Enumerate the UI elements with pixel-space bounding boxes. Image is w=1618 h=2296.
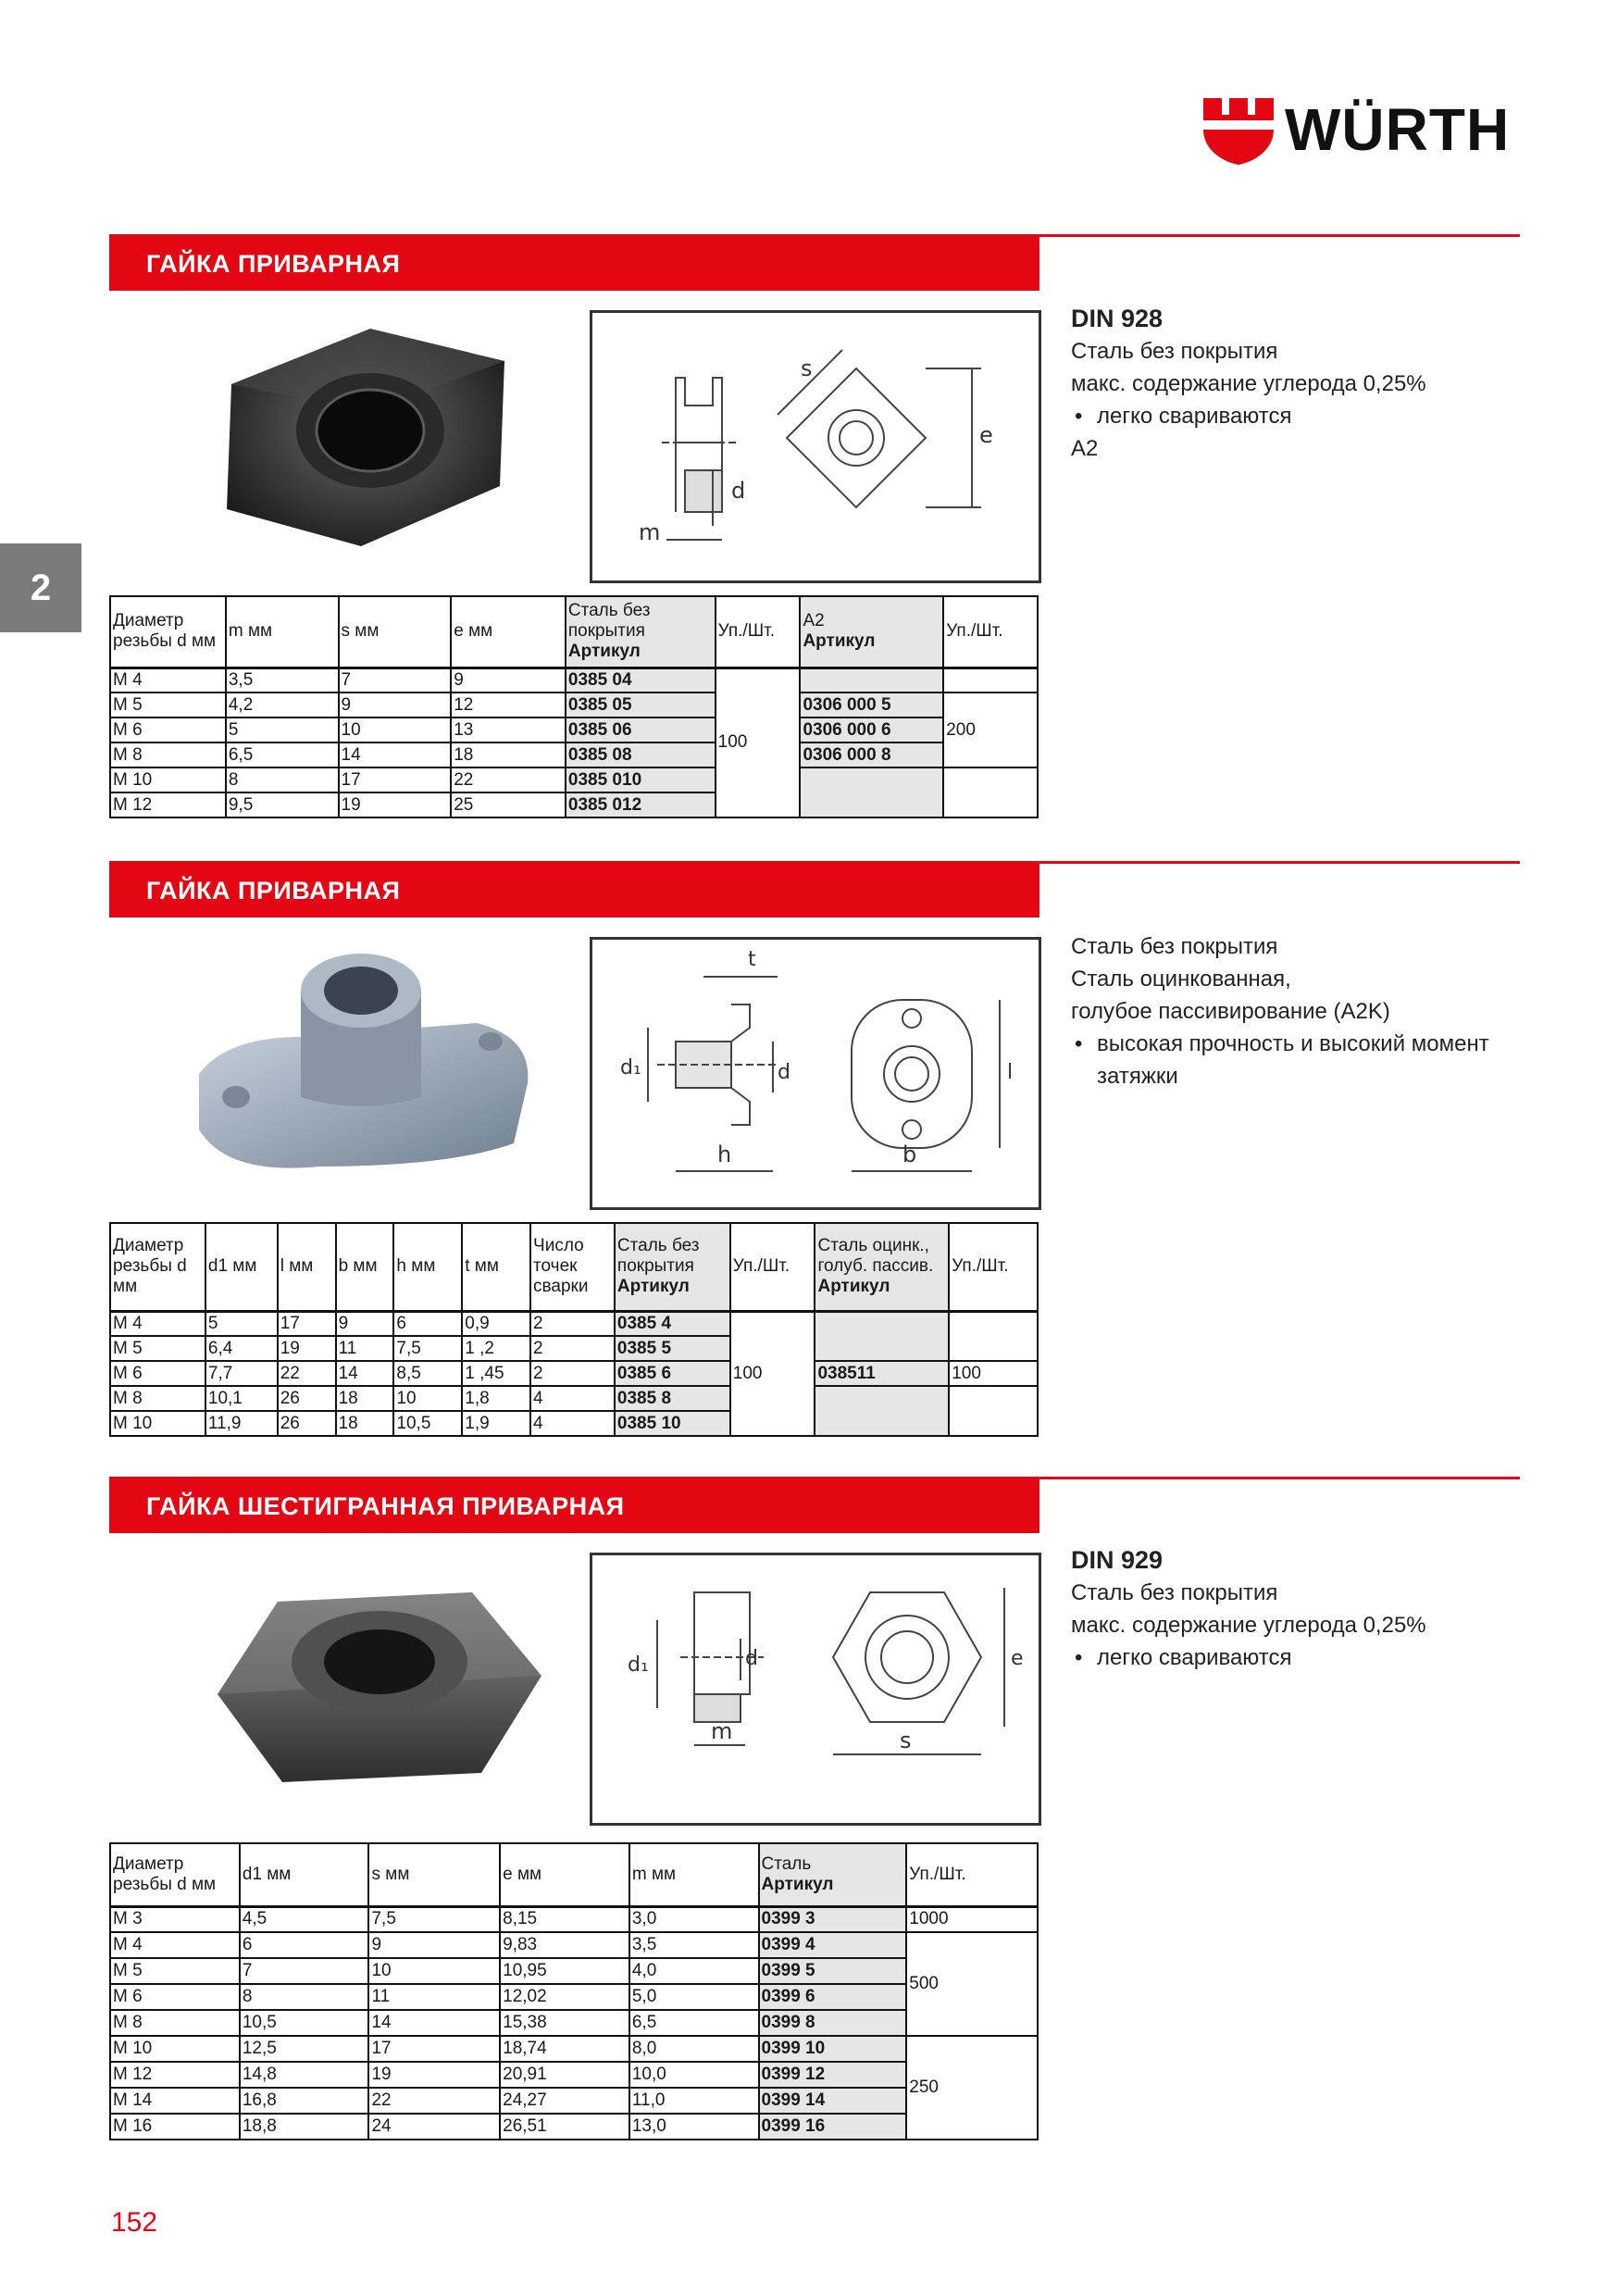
header-h: h мм (393, 1223, 462, 1311)
cell: M 8 (110, 1386, 205, 1411)
technical-drawing (590, 937, 1041, 1210)
cell: 5 (226, 718, 339, 742)
cell: 11 (336, 1336, 394, 1361)
header-s: s мм (339, 596, 452, 668)
hex-weld-nut-photo (194, 1565, 565, 1805)
cell: 0,9 (462, 1311, 530, 1336)
article-cell: 0306 000 6 (800, 718, 943, 742)
article-cell: 0399 10 (759, 2036, 907, 2062)
article-cell: 0399 4 (759, 1932, 907, 1958)
cell: 18 (451, 742, 566, 767)
tab-weld-nut-drawing (592, 940, 1039, 1207)
cell: M 10 (110, 767, 226, 792)
cell: 10,95 (500, 1958, 629, 1984)
header-pack: Уп./Шт. (906, 1843, 1038, 1906)
table-row (110, 668, 1038, 693)
cell: 9 (368, 1932, 500, 1958)
cell: 4,2 (226, 693, 339, 718)
cell: 1 ,2 (462, 1336, 530, 1361)
cell: 1,9 (462, 1411, 530, 1436)
header-b: b мм (336, 1223, 394, 1311)
cell: M 16 (110, 2114, 240, 2140)
table-row (110, 1386, 1038, 1411)
desc-bullet: • легко свариваются (1071, 400, 1515, 432)
table-row (110, 742, 1038, 767)
cell: 17 (278, 1311, 336, 1336)
wurth-logo (1203, 96, 1518, 170)
article-cell: 0385 6 (615, 1361, 730, 1386)
article-cell: 0385 4 (615, 1311, 730, 1336)
cell: 14 (339, 742, 452, 767)
cell: 7,7 (205, 1361, 278, 1386)
cell: 8,15 (500, 1906, 629, 1932)
cell: 1,8 (462, 1386, 530, 1411)
table-row (110, 718, 1038, 742)
cell: M 10 (110, 1411, 205, 1436)
cell: 26 (278, 1386, 336, 1411)
tab-weld-nut-photo (171, 935, 560, 1204)
article-cell: 0399 12 (759, 2062, 907, 2088)
article-cell: 0385 012 (566, 792, 716, 817)
pack-cell: 1000 (906, 1906, 1038, 1932)
article-cell: 0399 6 (759, 1984, 907, 2010)
cell (949, 1311, 1038, 1361)
dim-d-label: d (731, 478, 746, 504)
cell: 22 (451, 767, 566, 792)
table-row (110, 1906, 1038, 1932)
product-photo (171, 935, 560, 1204)
header-pack: Уп./Шт. (730, 1223, 815, 1311)
cell: M 3 (110, 1906, 240, 1932)
cell: 9 (339, 693, 452, 718)
product-photo (185, 310, 555, 569)
cell: 9,5 (226, 792, 339, 817)
cell: 11 (368, 1984, 500, 2010)
cell: 2 (530, 1336, 615, 1361)
table-row (110, 2088, 1038, 2114)
header-pack2: Уп./Шт. (949, 1223, 1038, 1311)
din929-drawing (592, 1555, 1039, 1823)
dim-s-label: s (900, 1728, 912, 1753)
cell: 12,02 (500, 1984, 629, 2010)
cell: M 5 (110, 693, 226, 718)
spec-table (109, 595, 1039, 818)
wurth-logo-icon (1203, 98, 1274, 165)
cell: 11,9 (205, 1411, 278, 1436)
square-weld-nut-photo (185, 310, 555, 569)
cell: 6,5 (226, 742, 339, 767)
cell: M 12 (110, 2062, 240, 2088)
header-t: t мм (462, 1223, 530, 1311)
pack-cell: 200 (943, 693, 1038, 767)
technical-drawing (590, 310, 1041, 583)
cell: M 8 (110, 742, 226, 767)
cell: 10,5 (393, 1411, 462, 1436)
cell: 15,38 (500, 2010, 629, 2036)
article-cell: 0385 06 (566, 718, 716, 742)
article-cell: 0306 000 8 (800, 742, 943, 767)
article-cell: 0385 05 (566, 693, 716, 718)
cell: M 6 (110, 1984, 240, 2010)
cell: 18,8 (240, 2114, 369, 2140)
dim-d1-label: d₁ (628, 1653, 649, 1677)
page-number: 152 (111, 2207, 158, 2238)
cell: 6 (393, 1311, 462, 1336)
cell: 9,83 (500, 1932, 629, 1958)
dim-h-label: h (717, 1142, 732, 1167)
cell: 18 (336, 1411, 394, 1436)
din-standard: DIN 929 (1071, 1546, 1164, 1574)
article-cell: 0385 5 (615, 1336, 730, 1361)
table-row (110, 1311, 1038, 1336)
cell (943, 668, 1038, 693)
dim-e-label: e (979, 422, 993, 448)
cell: 22 (278, 1361, 336, 1386)
article-cell: 038511 (815, 1361, 949, 1386)
header-d1: d1 мм (240, 1843, 369, 1906)
header-diameter: Диаметр резьбы d мм (110, 1223, 205, 1311)
cell: 19 (368, 2062, 500, 2088)
cell: 8,5 (393, 1361, 462, 1386)
brand-name: WÜRTH (1285, 96, 1511, 163)
cell: 7 (339, 668, 452, 693)
header-e: e мм (500, 1843, 629, 1906)
header-e: e мм (451, 596, 566, 668)
cell: M 4 (110, 668, 226, 693)
cell: 24,27 (500, 2088, 629, 2114)
pack-cell: 100 (716, 668, 801, 817)
article-cell: 0385 8 (615, 1386, 730, 1411)
section-header (109, 864, 1039, 917)
dim-l-label: l (1007, 1061, 1014, 1084)
cell: 3,5 (226, 668, 339, 693)
dim-s-label: s (801, 356, 813, 381)
cell: M 5 (110, 1958, 240, 1984)
desc-line: Сталь без покрытия (1071, 339, 1278, 364)
article-cell: 0385 08 (566, 742, 716, 767)
section-title: ГАЙКА ПРИВАРНАЯ (146, 877, 401, 905)
cell: 10,1 (205, 1386, 278, 1411)
dim-d1-label: d₁ (620, 1056, 641, 1079)
header-s: s мм (368, 1843, 500, 1906)
cell: 1 ,45 (462, 1361, 530, 1386)
article-cell: 0399 14 (759, 2088, 907, 2114)
din-standard: DIN 928 (1071, 305, 1164, 332)
header-steel: Сталь Артикул (759, 1843, 907, 1906)
cell: 14 (368, 2010, 500, 2036)
cell: M 5 (110, 1336, 205, 1361)
cell: 18,74 (500, 2036, 629, 2062)
cell: 6,5 (629, 2010, 759, 2036)
cell: 19 (278, 1336, 336, 1361)
cell: M 6 (110, 1361, 205, 1386)
desc-line: Сталь без покрытия (1071, 1580, 1278, 1605)
product-photo (194, 1565, 565, 1805)
article-cell: 0399 5 (759, 1958, 907, 1984)
cell: 17 (368, 2036, 500, 2062)
cell: M 4 (110, 1932, 240, 1958)
chapter-tab: 2 (0, 543, 81, 632)
cell: 3,0 (629, 1906, 759, 1932)
dim-d-label: d (745, 1647, 758, 1670)
cell: 13 (451, 718, 566, 742)
cell: M 8 (110, 2010, 240, 2036)
cell: 14,8 (240, 2062, 369, 2088)
cell: 9 (336, 1311, 394, 1336)
cell: 3,5 (629, 1932, 759, 1958)
cell: 12,5 (240, 2036, 369, 2062)
desc-bullet: • легко свариваются (1071, 1641, 1515, 1674)
cell: M 12 (110, 792, 226, 817)
spec-table (109, 1842, 1039, 2140)
section-header (109, 237, 1039, 291)
cell: 20,91 (500, 2062, 629, 2088)
cell (800, 767, 943, 817)
desc-line: A2 (1071, 436, 1099, 461)
header-pack: Уп./Шт. (716, 596, 801, 668)
cell: 26 (278, 1411, 336, 1436)
pack-cell: 100 (730, 1311, 815, 1436)
dim-b-label: b (902, 1142, 917, 1167)
article-cell: 0306 000 5 (800, 693, 943, 718)
desc-line: голубое пассивирование (A2K) (1071, 999, 1390, 1024)
dim-t-label: t (748, 948, 756, 971)
section-title: ГАЙКА ПРИВАРНАЯ (146, 250, 401, 278)
product-description (1071, 1544, 1515, 1674)
header-diameter: Диаметр резьбы d мм (110, 1843, 240, 1906)
cell: 9 (451, 668, 566, 693)
header-l: l мм (278, 1223, 336, 1311)
technical-drawing (590, 1553, 1041, 1826)
cell (815, 1311, 949, 1361)
cell: 19 (339, 792, 452, 817)
article-cell: 0385 010 (566, 767, 716, 792)
cell: 4,5 (240, 1906, 369, 1932)
cell: 7,5 (393, 1336, 462, 1361)
header-zinc: Сталь оцинк., голуб. пассив. Артикул (815, 1223, 949, 1311)
cell: 5,0 (629, 1984, 759, 2010)
cell: 2 (530, 1311, 615, 1336)
cell: 8 (240, 1984, 369, 2010)
cell (943, 767, 1038, 817)
cell: 5 (205, 1311, 278, 1336)
desc-line: макс. содержание углерода 0,25% (1071, 371, 1426, 396)
din928-drawing (592, 313, 1039, 580)
section-title: ГАЙКА ШЕСТИГРАННАЯ ПРИВАРНАЯ (146, 1492, 625, 1520)
article-cell: 0399 16 (759, 2114, 907, 2140)
spec-table (109, 1222, 1039, 1437)
cell: 17 (339, 767, 452, 792)
header-m: m мм (629, 1843, 759, 1906)
cell: 10,5 (240, 2010, 369, 2036)
dim-e-label: e (1011, 1647, 1024, 1670)
cell: 10 (393, 1386, 462, 1411)
dim-m-label: m (711, 1718, 733, 1744)
header-weld-points: Число точек сварки (530, 1223, 615, 1311)
dim-m-label: m (639, 519, 661, 545)
cell: 6,4 (205, 1336, 278, 1361)
cell: 22 (368, 2088, 500, 2114)
desc-line: Сталь без покрытия (1071, 934, 1278, 959)
table-row (110, 1984, 1038, 2010)
cell (949, 1386, 1038, 1436)
cell: M 10 (110, 2036, 240, 2062)
table-row (110, 1958, 1038, 1984)
header-d1: d1 мм (205, 1223, 278, 1311)
table-row (110, 767, 1038, 792)
product-description (1071, 303, 1515, 465)
article-cell: 0385 04 (566, 668, 716, 693)
cell: 10 (368, 1958, 500, 1984)
header-m: m мм (226, 596, 339, 668)
cell: 4,0 (629, 1958, 759, 1984)
cell: 7,5 (368, 1906, 500, 1932)
cell: 7 (240, 1958, 369, 1984)
desc-line: Сталь оцинкованная, (1071, 967, 1291, 992)
cell: 18 (336, 1386, 394, 1411)
cell: 25 (451, 792, 566, 817)
pack-cell: 500 (906, 1932, 1038, 2036)
pack-cell: 250 (906, 2036, 1038, 2140)
cell: 8 (226, 767, 339, 792)
cell: 4 (530, 1411, 615, 1436)
article-cell (800, 668, 943, 693)
table-row (110, 2010, 1038, 2036)
cell: 11,0 (629, 2088, 759, 2114)
cell: M 4 (110, 1311, 205, 1336)
table-row (110, 1361, 1038, 1386)
cell: 12 (451, 693, 566, 718)
cell: 26,51 (500, 2114, 629, 2140)
cell: 16,8 (240, 2088, 369, 2114)
article-cell: 0399 3 (759, 1906, 907, 1932)
cell: 8,0 (629, 2036, 759, 2062)
product-description (1071, 930, 1515, 1092)
header-steel: Сталь без покрытия Артикул (566, 596, 716, 668)
cell: M 6 (110, 718, 226, 742)
header-pack2: Уп./Шт. (943, 596, 1038, 668)
cell (815, 1386, 949, 1436)
desc-bullet: • высокая прочность и высокий момент затяжки (1071, 1028, 1515, 1092)
cell: 14 (336, 1361, 394, 1386)
header-a2: A2 Артикул (800, 596, 943, 668)
table-row (110, 693, 1038, 718)
table-row (110, 2036, 1038, 2062)
table-row (110, 2062, 1038, 2088)
cell: M 14 (110, 2088, 240, 2114)
header-diameter: Диаметр резьбы d мм (110, 596, 226, 668)
cell: 24 (368, 2114, 500, 2140)
cell: 2 (530, 1361, 615, 1386)
header-steel: Сталь без покрытия Артикул (615, 1223, 730, 1311)
cell: 4 (530, 1386, 615, 1411)
section-header (109, 1479, 1039, 1533)
cell: 13,0 (629, 2114, 759, 2140)
table-row (110, 1932, 1038, 1958)
article-cell: 0385 10 (615, 1411, 730, 1436)
cell: 10 (339, 718, 452, 742)
table-row (110, 2114, 1038, 2140)
pack-cell: 100 (949, 1361, 1038, 1386)
desc-line: макс. содержание углерода 0,25% (1071, 1613, 1426, 1638)
cell: 10,0 (629, 2062, 759, 2088)
dim-d-label: d (778, 1061, 790, 1084)
article-cell: 0399 8 (759, 2010, 907, 2036)
cell: 6 (240, 1932, 369, 1958)
